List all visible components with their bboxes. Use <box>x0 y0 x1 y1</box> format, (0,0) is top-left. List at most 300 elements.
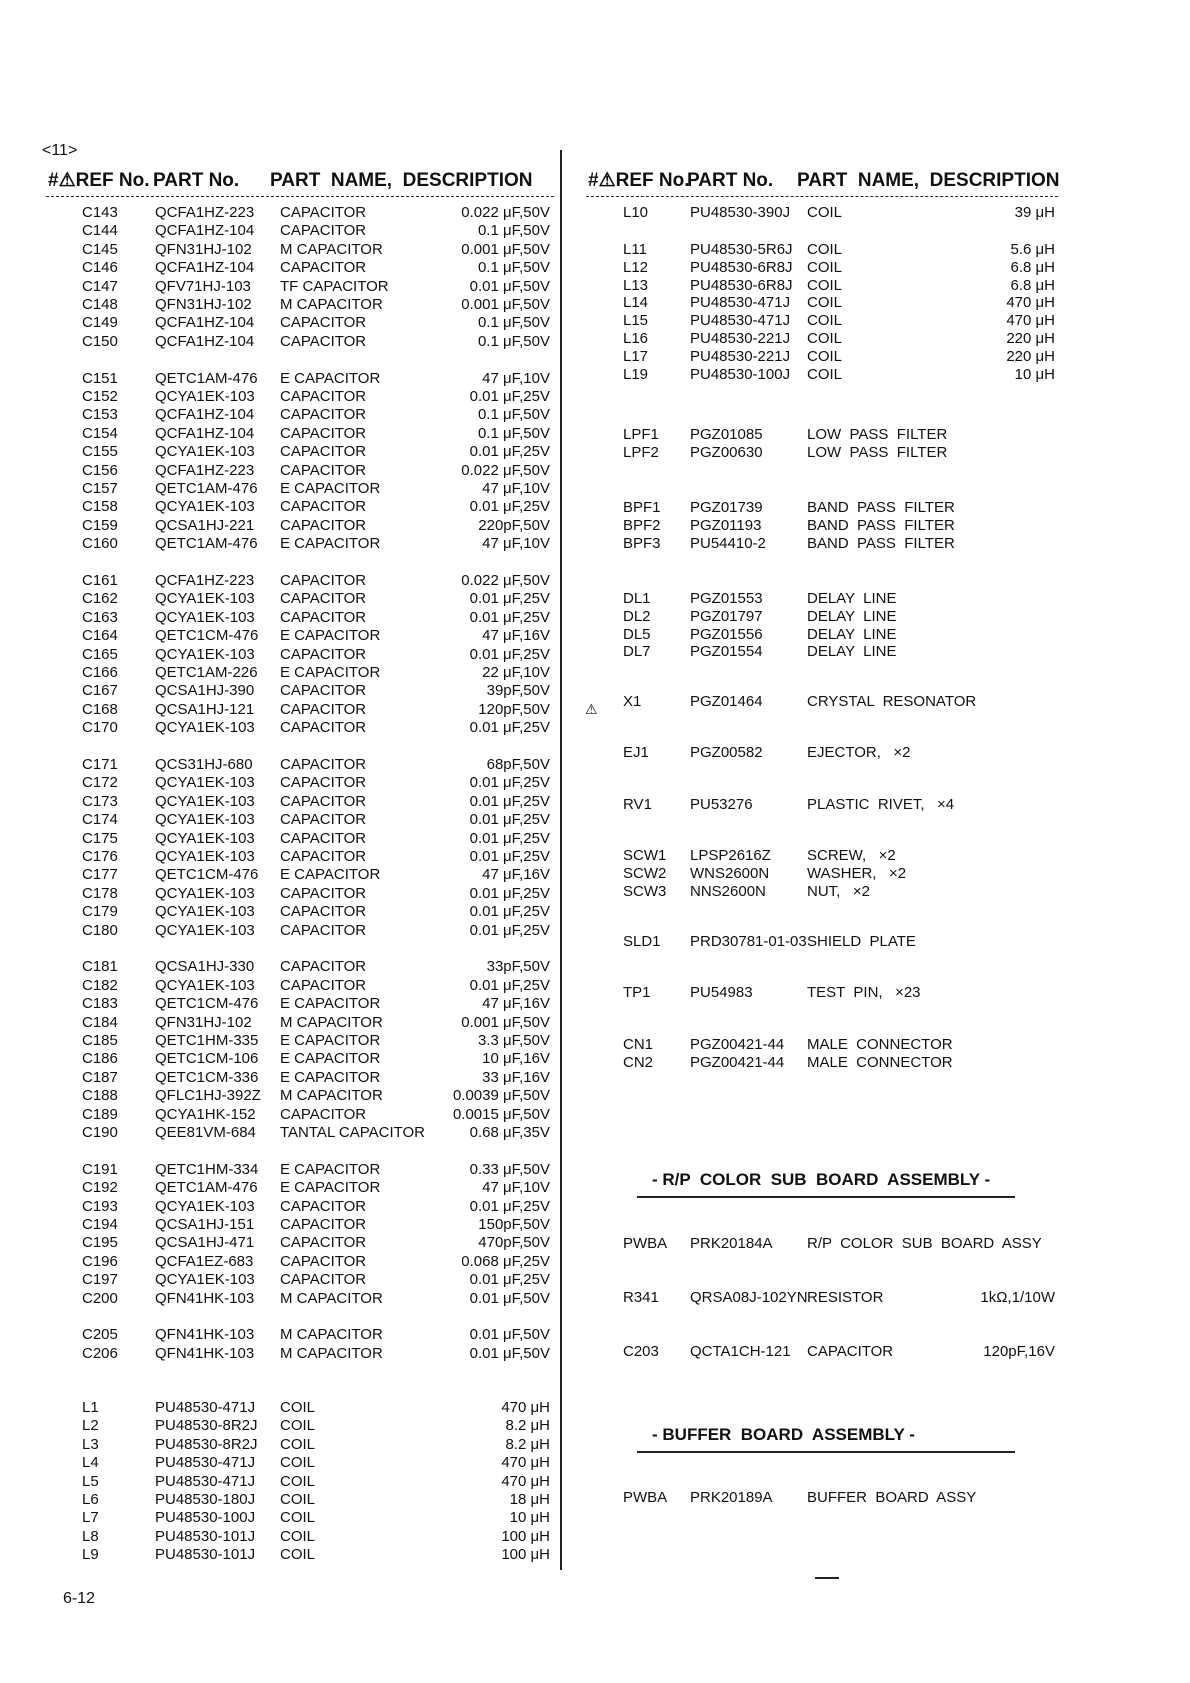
row-ref-no: C205 <box>82 1326 118 1344</box>
row-part-name: CAPACITOR <box>280 498 367 516</box>
row-part-name: CAPACITOR <box>280 1105 367 1123</box>
row-part-name: COIL <box>807 258 843 276</box>
row-ref-no: L7 <box>82 1509 99 1527</box>
row-part-name: BAND PASS FILTER <box>807 499 955 516</box>
row-part-name: LOW PASS FILTER <box>807 443 948 461</box>
row-part-no: PGZ01739 <box>690 499 763 516</box>
row-part-no: QCYA1EK-103 <box>155 811 255 829</box>
row-part-no: PU48530-8R2J <box>155 1417 258 1435</box>
row-ref-no: C197 <box>82 1271 118 1289</box>
row-part-name: CAPACITOR <box>280 461 367 479</box>
row-part-no: QCYA1EK-103 <box>155 590 255 608</box>
row-ref-no: C151 <box>82 369 118 387</box>
row-part-no: PU48530-471J <box>690 312 791 330</box>
row-value: 0.1 μF,50V <box>477 424 550 442</box>
row-value: 0.01 μF,50V <box>469 1289 550 1307</box>
row-ref-no: L3 <box>82 1435 99 1453</box>
row-part-name: COIL <box>280 1417 316 1435</box>
row-part-name: COIL <box>280 1491 316 1508</box>
row-ref-no: C179 <box>82 903 118 921</box>
row-ref-no: X1 <box>623 693 642 710</box>
row-part-name: CAPACITOR <box>280 645 367 663</box>
row-value: 0.01 μF,25V <box>469 645 550 663</box>
row-part-name: CAPACITOR <box>280 443 367 461</box>
row-value: 0.001 μF,50V <box>461 240 550 258</box>
row-part-name: BAND PASS FILTER <box>807 516 955 534</box>
row-part-no: QETC1HM-334 <box>155 1160 259 1178</box>
row-part-name: CAPACITOR <box>280 976 367 994</box>
row-ref-no: LPF2 <box>623 443 659 461</box>
row-ref-no: C155 <box>82 443 118 461</box>
row-part-name: SCREW, ×2 <box>807 847 896 864</box>
row-ref-no: C149 <box>82 314 118 332</box>
row-part-name: CAPACITOR <box>280 1216 367 1233</box>
row-ref-no: L8 <box>82 1527 99 1545</box>
row-value: 8.2 μH <box>505 1435 550 1453</box>
row-ref-no: RV1 <box>623 796 652 813</box>
row-part-no: QFN41HK-103 <box>155 1344 255 1362</box>
row-value: 0.1 μF,50V <box>477 406 550 424</box>
section-title-buffer: - BUFFER BOARD ASSEMBLY - <box>652 1425 915 1444</box>
row-part-name: M CAPACITOR <box>280 240 383 258</box>
row-part-no: QCYA1EK-103 <box>155 903 255 921</box>
row-part-name: E CAPACITOR <box>280 480 381 497</box>
row-part-name: COIL <box>807 347 843 365</box>
row-value: 220 μH <box>1006 347 1055 365</box>
row-ref-no: PWBA <box>623 1235 668 1252</box>
row-part-name: CAPACITOR <box>280 719 367 737</box>
row-ref-no: L11 <box>623 241 647 258</box>
row-part-no: PGZ01556 <box>690 625 763 643</box>
row-ref-no: C173 <box>82 792 118 810</box>
row-part-no: QCS31HJ-680 <box>155 756 253 773</box>
row-value: 10 μF,16V <box>482 1050 550 1068</box>
row-part-name: E CAPACITOR <box>280 535 381 553</box>
row-ref-no: C143 <box>82 204 118 221</box>
row-part-no: QEE81VM-684 <box>155 1124 256 1141</box>
row-part-no: QCYA1EK-103 <box>155 921 255 939</box>
row-ref-no: L13 <box>623 276 649 294</box>
row-part-no: PRD30781-01-03 <box>690 933 807 950</box>
row-value: 47 μF,10V <box>482 535 550 553</box>
row-part-name: CAPACITOR <box>280 848 367 865</box>
safety-warning-icon: ⚠ <box>585 701 598 717</box>
row-ref-no: C206 <box>82 1344 118 1362</box>
row-value: 3.3 μF,50V <box>477 1032 550 1049</box>
row-part-no: PRK20184A <box>690 1235 773 1252</box>
header-name-desc: PART NAME, DESCRIPTION <box>270 170 533 191</box>
row-part-name: COIL <box>280 1399 316 1416</box>
row-value: 0.01 μF,25V <box>469 590 550 608</box>
row-part-no: PGZ01464 <box>690 693 763 710</box>
row-ref-no: C159 <box>82 516 118 534</box>
row-value: 120pF,50V <box>478 700 550 718</box>
row-part-no: QCFA1HZ-223 <box>155 461 255 479</box>
row-part-no: QCYA1EK-103 <box>155 498 255 516</box>
row-part-no: PU48530-101J <box>155 1546 256 1564</box>
row-ref-no: C166 <box>82 664 118 681</box>
row-ref-no: C193 <box>82 1197 118 1215</box>
row-part-no: WNS2600N <box>690 864 770 882</box>
row-value: 470 μH <box>501 1399 550 1416</box>
row-part-no: QCYA1EK-103 <box>155 719 255 737</box>
row-ref-no: L9 <box>82 1546 99 1564</box>
row-ref-no: DL2 <box>623 607 651 625</box>
row-value: 0.01 μF,25V <box>469 443 550 461</box>
row-ref-no: C185 <box>82 1032 118 1049</box>
header-name-desc-right: PART NAME, DESCRIPTION <box>797 170 1060 191</box>
row-part-no: QCYA1EK-103 <box>155 1271 255 1289</box>
row-part-name: E CAPACITOR <box>280 369 381 387</box>
row-part-no: PU54983 <box>690 984 753 1001</box>
row-part-no: QRSA08J-102YN <box>690 1289 808 1306</box>
row-part-name: COIL <box>280 1527 316 1545</box>
row-ref-no: TP1 <box>623 984 651 1001</box>
row-part-name: MALE CONNECTOR <box>807 1036 953 1053</box>
row-value: 0.01 μF,50V <box>469 1326 550 1344</box>
row-part-name: E CAPACITOR <box>280 1068 381 1086</box>
row-value: 0.01 μF,25V <box>469 884 550 902</box>
row-part-no: QCYA1EK-103 <box>155 388 255 405</box>
row-ref-no: C183 <box>82 995 118 1013</box>
row-part-name: E CAPACITOR <box>280 1032 381 1049</box>
row-ref-no: C153 <box>82 406 118 424</box>
row-value: 0.01 μF,25V <box>469 792 550 810</box>
row-part-no: QCSA1HJ-330 <box>155 958 255 976</box>
row-part-name: CAPACITOR <box>280 903 367 921</box>
row-part-name: E CAPACITOR <box>280 1179 381 1197</box>
row-ref-no: C187 <box>82 1068 118 1086</box>
row-part-name: CAPACITOR <box>280 572 367 589</box>
row-part-no: PU48530-100J <box>155 1509 256 1527</box>
row-ref-no: C144 <box>82 222 118 240</box>
row-ref-no: C188 <box>82 1087 118 1105</box>
row-value: 0.01 μF,25V <box>469 719 550 737</box>
row-ref-no: L4 <box>82 1454 99 1472</box>
row-part-no: PU48530-221J <box>690 330 791 347</box>
row-ref-no: C170 <box>82 719 118 737</box>
row-ref-no: C157 <box>82 480 118 497</box>
row-value: 22 μF,10V <box>482 664 550 681</box>
row-part-name: M CAPACITOR <box>280 1087 383 1105</box>
row-part-name: CAPACITOR <box>280 222 367 240</box>
section-underline <box>637 1451 1015 1453</box>
row-part-name: M CAPACITOR <box>280 1289 383 1307</box>
row-value: 68pF,50V <box>486 756 550 773</box>
row-part-name: SHIELD PLATE <box>807 933 916 950</box>
row-ref-no: C156 <box>82 461 118 479</box>
row-part-no: QETC1CM-476 <box>155 866 259 884</box>
row-part-name: EJECTOR, ×2 <box>807 744 911 761</box>
header-ref-right: #⚠REF No. <box>588 170 690 191</box>
row-ref-no: C172 <box>82 774 118 792</box>
row-part-name: E CAPACITOR <box>280 995 381 1013</box>
row-ref-no: C154 <box>82 424 118 442</box>
row-part-no: QFN41HK-103 <box>155 1289 255 1307</box>
row-ref-no: L1 <box>82 1399 99 1416</box>
row-ref-no: C180 <box>82 921 118 939</box>
row-ref-no: C184 <box>82 1013 118 1031</box>
row-part-no: QCYA1EK-103 <box>155 608 255 626</box>
row-part-no: QCYA1EK-103 <box>155 792 255 810</box>
row-part-name: R/P COLOR SUB BOARD ASSY <box>807 1235 1042 1252</box>
row-part-no: PU48530-101J <box>155 1527 256 1545</box>
row-part-no: QCYA1EK-103 <box>155 645 255 663</box>
row-value: 33pF,50V <box>486 958 550 976</box>
row-value: 0.1 μF,50V <box>477 314 550 332</box>
row-part-name: CAPACITOR <box>280 1234 367 1252</box>
row-part-no: QCFA1HZ-104 <box>155 314 255 332</box>
row-part-name: CAPACITOR <box>280 792 367 810</box>
page-label: <11> <box>42 142 78 159</box>
end-mark <box>815 1577 839 1579</box>
row-part-no: PGZ01553 <box>690 590 763 607</box>
row-value: 6.8 μH <box>1010 276 1055 294</box>
row-part-name: CAPACITOR <box>280 921 367 939</box>
row-ref-no: R341 <box>623 1289 659 1306</box>
row-value: 39pF,50V <box>486 682 550 700</box>
row-part-no: PGZ00630 <box>690 443 763 461</box>
row-value: 0.01 μF,25V <box>469 829 550 847</box>
row-value: 0.01 μF,25V <box>469 498 550 516</box>
row-value: 0.01 μF,25V <box>469 811 550 829</box>
row-value: 0.01 μF,25V <box>469 388 550 405</box>
row-ref-no: C164 <box>82 627 118 645</box>
column-divider <box>560 150 562 1570</box>
row-part-name: CAPACITOR <box>280 1271 367 1289</box>
row-part-name: CAPACITOR <box>280 204 367 221</box>
row-part-no: PU53276 <box>690 796 753 813</box>
row-ref-no: L12 <box>623 258 649 276</box>
row-value: 0.01 μF,50V <box>469 277 550 295</box>
row-ref-no: C158 <box>82 498 118 516</box>
row-value: 1kΩ,1/10W <box>980 1289 1055 1306</box>
row-value: 470 μH <box>1006 312 1055 330</box>
section-title-rp-color: - R/P COLOR SUB BOARD ASSEMBLY - <box>652 1170 991 1189</box>
row-part-name: DELAY LINE <box>807 590 897 607</box>
row-value: 8.2 μH <box>505 1417 550 1435</box>
row-ref-no: C175 <box>82 829 118 847</box>
row-ref-no: L19 <box>623 365 649 383</box>
row-part-name: E CAPACITOR <box>280 1050 381 1068</box>
row-part-no: QCFA1HZ-104 <box>155 424 255 442</box>
row-ref-no: SCW2 <box>623 864 667 882</box>
row-value: 220pF,50V <box>478 516 550 534</box>
row-value: 0.01 μF,25V <box>469 774 550 792</box>
row-value: 0.01 μF,25V <box>469 608 550 626</box>
row-part-no: PU48530-180J <box>155 1491 256 1508</box>
row-value: 0.01 μF,25V <box>469 1197 550 1215</box>
row-part-no: QCYA1HK-152 <box>155 1105 256 1123</box>
row-part-name: CAPACITOR <box>280 332 367 350</box>
row-ref-no: C186 <box>82 1050 118 1068</box>
row-part-name: BAND PASS FILTER <box>807 534 955 552</box>
row-part-no: QETC1AM-476 <box>155 369 258 387</box>
row-part-no: QETC1CM-336 <box>155 1068 259 1086</box>
row-ref-no: LPF1 <box>623 426 659 443</box>
row-part-no: PU48530-5R6J <box>690 241 793 258</box>
row-value: 39 μH <box>1014 204 1055 221</box>
row-value: 470 μH <box>501 1472 550 1490</box>
row-part-name: CAPACITOR <box>280 259 367 277</box>
row-ref-no: C203 <box>623 1343 659 1360</box>
row-part-name: DELAY LINE <box>807 625 897 643</box>
row-part-no: PU48530-8R2J <box>155 1435 258 1453</box>
row-value: 100 μH <box>501 1527 550 1545</box>
row-part-name: CAPACITOR <box>807 1343 894 1360</box>
row-value: 47 μF,16V <box>482 866 550 884</box>
row-ref-no: SCW1 <box>623 847 667 864</box>
row-part-name: RESISTOR <box>807 1289 884 1306</box>
row-part-no: QCYA1EK-103 <box>155 829 255 847</box>
row-value: 47 μF,10V <box>482 1179 550 1197</box>
row-part-no: PU48530-100J <box>690 365 791 383</box>
row-part-name: COIL <box>807 294 843 312</box>
row-part-name: CAPACITOR <box>280 516 367 534</box>
row-part-no: QFN31HJ-102 <box>155 1013 252 1031</box>
row-part-name: NUT, ×2 <box>807 882 870 900</box>
row-value: 0.0039 μF,50V <box>452 1087 550 1105</box>
row-ref-no: C150 <box>82 332 118 350</box>
row-ref-no: C145 <box>82 240 118 258</box>
row-part-no: QCSA1HJ-121 <box>155 700 255 718</box>
row-ref-no: PWBA <box>623 1489 668 1506</box>
row-ref-no: C189 <box>82 1105 118 1123</box>
row-ref-no: BPF2 <box>623 516 661 534</box>
row-ref-no: CN2 <box>623 1053 654 1071</box>
row-part-no: LPSP2616Z <box>690 847 771 864</box>
row-value: 33 μF,16V <box>482 1068 550 1086</box>
header-divider-right <box>586 196 1058 197</box>
row-value: 0.01 μF,50V <box>469 1344 550 1362</box>
row-part-name: LOW PASS FILTER <box>807 426 948 443</box>
row-part-no: QCFA1HZ-104 <box>155 406 255 424</box>
row-part-no: PU48530-471J <box>155 1399 256 1416</box>
row-ref-no: C163 <box>82 608 118 626</box>
row-part-name: COIL <box>807 204 843 221</box>
row-part-no: PGZ01193 <box>690 516 762 534</box>
row-part-name: COIL <box>807 241 843 258</box>
row-ref-no: C176 <box>82 848 118 865</box>
row-part-no: QETC1AM-476 <box>155 535 258 553</box>
row-part-no: QCFA1HZ-104 <box>155 259 255 277</box>
row-ref-no: L14 <box>623 294 649 312</box>
row-part-no: QCFA1HZ-223 <box>155 204 255 221</box>
row-value: 0.068 μF,25V <box>461 1252 550 1270</box>
row-ref-no: C194 <box>82 1216 118 1233</box>
page-number: 6-12 <box>63 1590 96 1607</box>
header-ref: #⚠REF No. <box>48 170 150 191</box>
row-part-no: PU48530-6R8J <box>690 276 793 294</box>
row-value: 0.001 μF,50V <box>461 296 550 313</box>
row-part-no: PGZ01085 <box>690 426 763 443</box>
row-part-no: QCYA1EK-103 <box>155 884 255 902</box>
row-part-name: TANTAL CAPACITOR <box>280 1124 426 1141</box>
row-value: 470pF,50V <box>478 1234 550 1252</box>
row-ref-no: L5 <box>82 1472 99 1490</box>
row-ref-no: C190 <box>82 1124 118 1141</box>
row-part-name: DELAY LINE <box>807 607 897 625</box>
row-part-name: CAPACITOR <box>280 314 367 332</box>
row-part-name: COIL <box>280 1509 316 1527</box>
row-part-name: TEST PIN, ×23 <box>807 984 921 1001</box>
row-part-no: QCYA1EK-103 <box>155 976 255 994</box>
row-part-name: CAPACITOR <box>280 958 367 976</box>
row-part-name: E CAPACITOR <box>280 1160 381 1178</box>
row-part-name: E CAPACITOR <box>280 627 381 645</box>
row-part-name: TF CAPACITOR <box>280 277 389 295</box>
row-value: 0.1 μF,50V <box>477 332 550 350</box>
row-ref-no: SLD1 <box>623 933 661 950</box>
row-ref-no: BPF1 <box>623 499 661 516</box>
row-part-name: M CAPACITOR <box>280 1326 383 1344</box>
row-part-name: CAPACITOR <box>280 682 367 700</box>
row-part-name: COIL <box>807 312 843 330</box>
row-ref-no: C146 <box>82 259 118 277</box>
row-part-no: PU48530-390J <box>690 204 791 221</box>
row-ref-no: L6 <box>82 1491 99 1508</box>
row-part-no: QETC1AM-476 <box>155 480 258 497</box>
row-ref-no: C152 <box>82 388 118 405</box>
row-part-name: CAPACITOR <box>280 774 367 792</box>
row-part-no: PRK20189A <box>690 1489 773 1506</box>
row-part-no: NNS2600N <box>690 882 766 900</box>
row-part-name: CAPACITOR <box>280 406 367 424</box>
row-value: 0.1 μF,50V <box>477 259 550 277</box>
row-part-name: M CAPACITOR <box>280 1013 383 1031</box>
row-part-no: QFLC1HJ-392Z <box>155 1087 261 1105</box>
row-part-name: CAPACITOR <box>280 829 367 847</box>
row-ref-no: EJ1 <box>623 744 649 761</box>
header-part-no-right: PART No. <box>687 170 774 191</box>
row-ref-no: C191 <box>82 1160 118 1178</box>
row-ref-no: C178 <box>82 884 118 902</box>
row-value: 220 μH <box>1006 330 1055 347</box>
row-part-name: COIL <box>807 276 843 294</box>
row-part-name: CAPACITOR <box>280 811 367 829</box>
row-value: 0.001 μF,50V <box>461 1013 550 1031</box>
row-part-no: PGZ01797 <box>690 607 763 625</box>
row-value: 150pF,50V <box>478 1216 550 1233</box>
row-part-no: QCSA1HJ-221 <box>155 516 255 534</box>
row-part-name: M CAPACITOR <box>280 1344 383 1362</box>
row-value: 0.01 μF,25V <box>469 921 550 939</box>
row-part-name: M CAPACITOR <box>280 296 383 313</box>
row-ref-no: C167 <box>82 682 118 700</box>
row-part-name: MALE CONNECTOR <box>807 1053 953 1071</box>
row-part-name: CAPACITOR <box>280 884 367 902</box>
row-part-name: CAPACITOR <box>280 608 367 626</box>
row-part-name: CAPACITOR <box>280 590 367 608</box>
row-ref-no: SCW3 <box>623 882 667 900</box>
row-ref-no: L15 <box>623 312 649 330</box>
row-ref-no: C162 <box>82 590 118 608</box>
row-value: 470 μH <box>1006 294 1055 312</box>
row-part-no: PU48530-221J <box>690 347 791 365</box>
row-ref-no: C160 <box>82 535 118 553</box>
row-part-name: CAPACITOR <box>280 424 367 442</box>
row-part-name: CAPACITOR <box>280 1197 367 1215</box>
row-part-no: QETC1AM-226 <box>155 664 258 681</box>
row-value: 0.022 μF,50V <box>461 572 550 589</box>
row-ref-no: C174 <box>82 811 118 829</box>
row-ref-no: C168 <box>82 700 118 718</box>
row-value: 100 μH <box>501 1546 550 1564</box>
row-part-no: PGZ01554 <box>690 643 763 661</box>
section-underline <box>637 1196 1015 1198</box>
row-value: 0.33 μF,50V <box>469 1160 550 1178</box>
row-ref-no: CN1 <box>623 1036 654 1053</box>
